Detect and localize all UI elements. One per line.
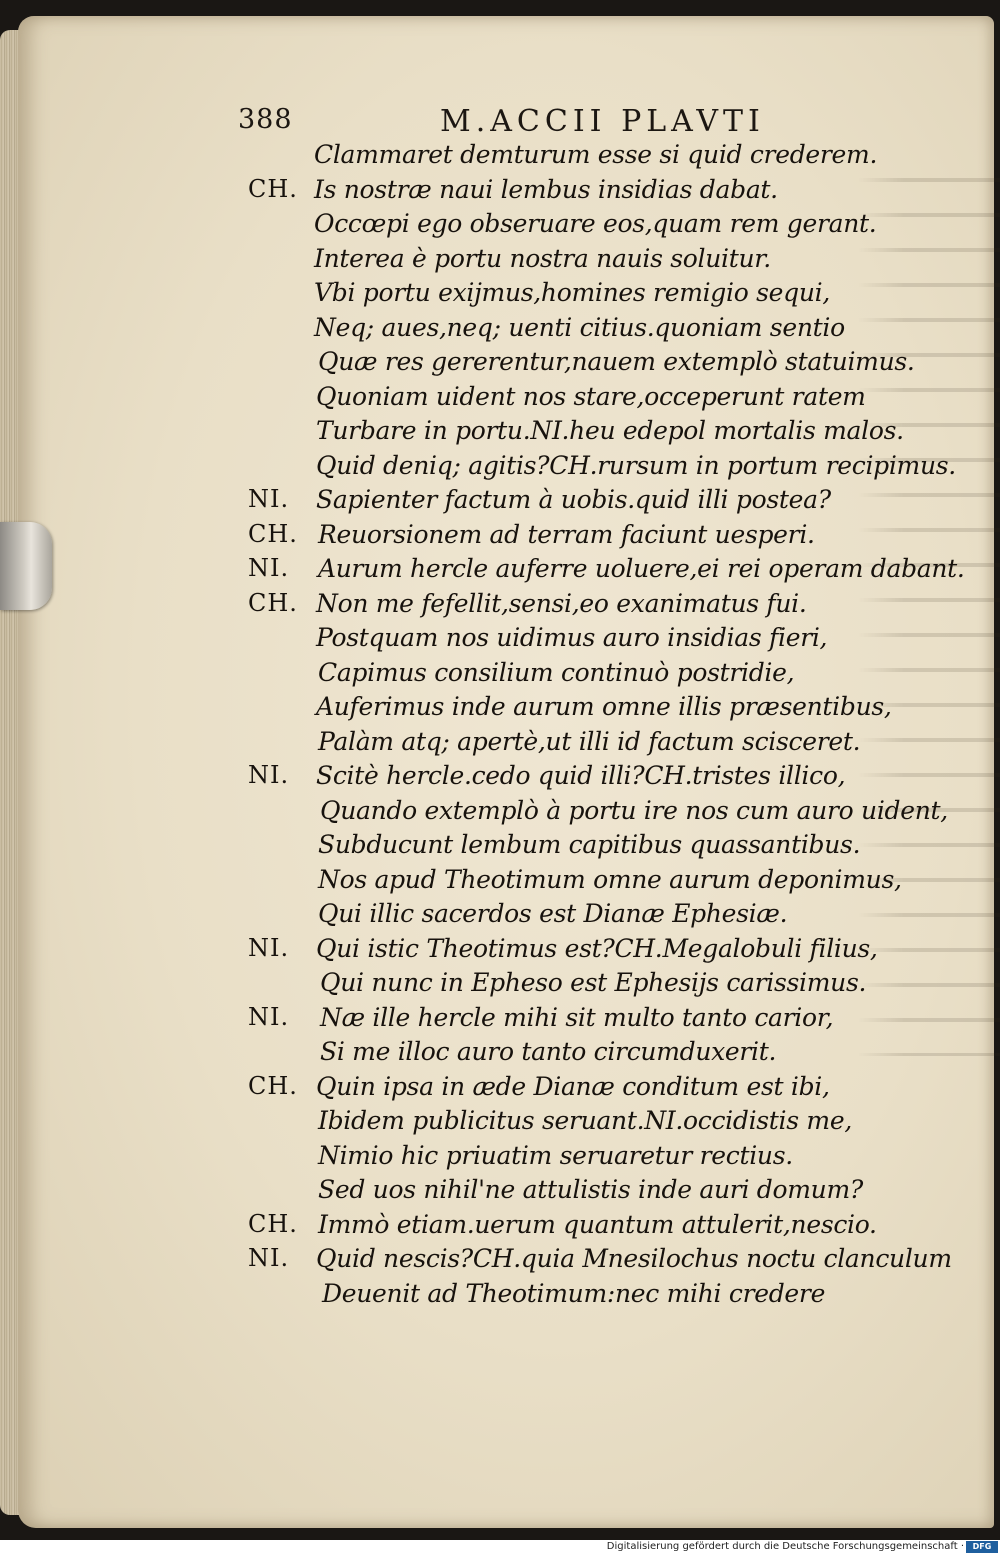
verse-text: Nos apud Theotimum omne aurum deponimus,	[318, 864, 902, 894]
verse-text: Quin ipsa in æde Dianæ conditum est ibi,	[316, 1071, 830, 1101]
verse-text: Quid nescis?CH.quia Mnesilochus noctu clanculum	[316, 1244, 952, 1273]
running-head: M.ACCII PLAVTI	[440, 104, 765, 139]
bleed-through-text	[858, 156, 1000, 1056]
verse-text: Capimus consilium continuò postridie,	[318, 657, 795, 687]
verse-text: Næ ille hercle mihi sit multo tanto carior,	[320, 1002, 834, 1032]
verse-text: Postquam nos uidimus auro insidias fieri,	[316, 623, 828, 652]
verse-text: Quando extemplò à portu ire nos cum auro uident,	[320, 795, 948, 825]
speaker-label: NI.	[248, 1244, 290, 1272]
verse-text: Auferimus inde aurum omne illis præsentibus,	[316, 692, 892, 721]
bookmark-clip	[0, 522, 52, 610]
verse-text: Neq; aues,neq; uenti citius.quoniam sentio	[314, 312, 845, 342]
funding-credit: Digitalisierung gefördert durch die Deutsche Forschungsgemeinschaft ·	[606, 1541, 964, 1552]
verse-text: Si me illoc auro tanto circumduxerit.	[320, 1037, 777, 1066]
digitization-footer	[0, 1540, 1000, 1554]
speaker-label: CH.	[248, 1071, 298, 1100]
speaker-label: NI.	[248, 933, 290, 962]
verse-text: Deuenit ad Theotimum:nec mihi credere	[322, 1278, 826, 1308]
verse-text: Quoniam uident nos stare,occeperunt ratem	[316, 381, 866, 411]
verse-text: Nimio hic priuatim seruaretur rectius.	[318, 1140, 793, 1170]
verse-text: Immò etiam.uerum quantum attulerit,nescio.	[318, 1209, 877, 1239]
page-number: 388	[238, 104, 293, 135]
verse-text: Reuorsionem ad terram faciunt uesperi.	[318, 519, 815, 549]
verse-text: Sapienter factum à uobis.quid illi postea?	[316, 485, 831, 514]
speaker-label: NI.	[248, 485, 290, 513]
verse-text: Aurum hercle auferre uoluere,ei rei operam dabant.	[318, 554, 965, 583]
verse-text: Qui istic Theotimus est?CH.Megalobuli filius,	[316, 933, 878, 963]
speaker-label: CH.	[248, 519, 298, 548]
verse-text: Vbi portu exijmus,homines remigio sequi,	[314, 278, 830, 307]
verse-text: Subducunt lembum capitibus quassantibus.	[318, 830, 861, 859]
verse-text: Quæ res gererentur,nauem extemplò statuimus.	[318, 347, 915, 376]
speaker-label: NI.	[248, 554, 290, 582]
verse-text: Turbare in portu.NI.heu edepol mortalis malos.	[316, 416, 904, 445]
verse-text: Quid deniq; agitis?CH.rursum in portum recipimus.	[316, 450, 956, 480]
speaker-label: NI.	[248, 1002, 290, 1031]
speaker-label: NI.	[248, 761, 290, 789]
speaker-label: CH.	[248, 174, 298, 203]
verse-text: Ibidem publicitus seruant.NI.occidistis me,	[318, 1106, 852, 1135]
verse-text: Qui illic sacerdos est Dianæ Ephesiæ.	[318, 899, 788, 928]
verse-text: Sed uos nihil'ne attulistis inde auri domum?	[318, 1175, 863, 1204]
verse-text: Qui nunc in Epheso est Ephesijs carissimus.	[320, 968, 867, 997]
verse-text: Non me fefellit,sensi,eo exanimatus fui.	[316, 588, 807, 618]
verse-text: Scitè hercle.cedo quid illi?CH.tristes illico,	[316, 761, 846, 790]
verse-text: Occœpi ego obseruare eos,quam rem gerant.	[314, 209, 877, 238]
verse-text: Clammaret demturum esse si quid crederem.	[314, 140, 878, 169]
dfg-logo: DFG	[966, 1541, 998, 1553]
verse-text: Interea è portu nostra nauis soluitur.	[314, 243, 771, 273]
speaker-label: CH.	[248, 1209, 298, 1238]
speaker-label: CH.	[248, 588, 298, 617]
verse-text: Is nostræ naui lembus insidias dabat.	[314, 174, 778, 204]
verse-text: Palàm atq; apertè,ut illi id factum scisceret.	[318, 726, 861, 756]
